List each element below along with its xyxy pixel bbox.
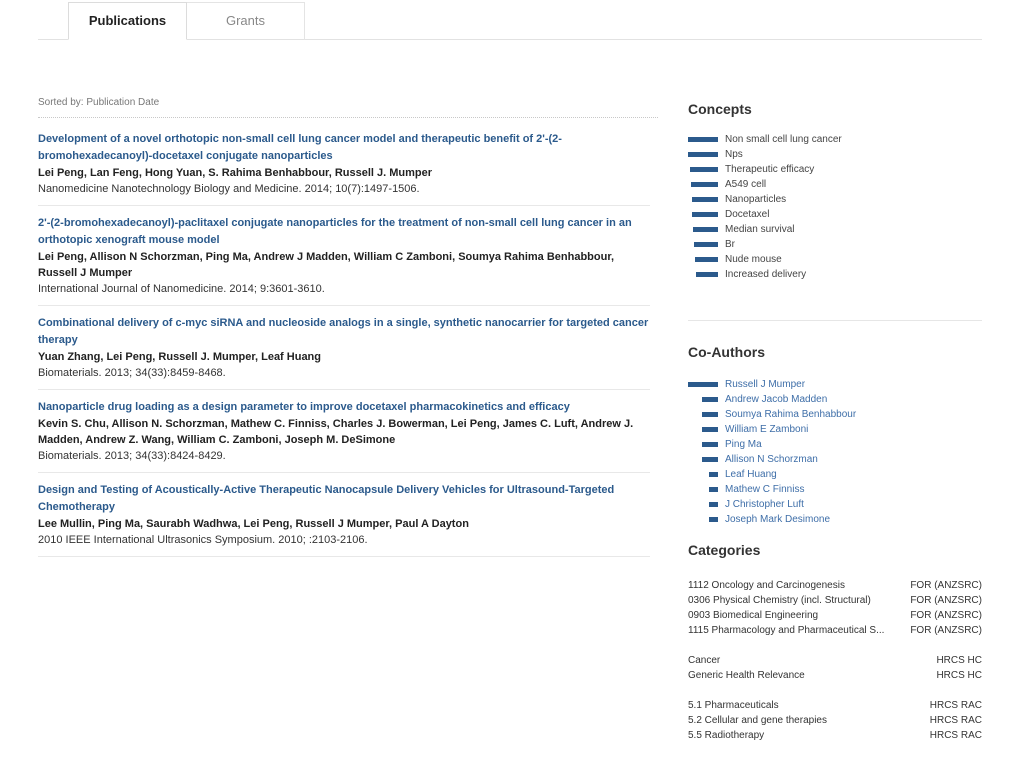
publication-journal: Biomaterials. 2013; 34(33):8459-8468. (38, 367, 226, 379)
coauthor-item[interactable] (688, 497, 982, 512)
coauthor-item[interactable] (688, 422, 982, 437)
coauthor-name-link[interactable]: Joseph Mark Desimone (725, 514, 831, 525)
category-row[interactable] (688, 593, 982, 608)
coauthor-item[interactable] (688, 467, 982, 482)
category-type: HRCS RAC (929, 700, 982, 711)
concept-label[interactable]: Increased delivery (725, 269, 807, 280)
category-name: 5.2 Cellular and gene therapies (688, 715, 827, 726)
concept-label[interactable]: Nps (725, 149, 743, 160)
publication-journal: 2010 IEEE International Ultrasonics Symposium. 2010; :2103-2106. (38, 534, 368, 546)
coauthors-heading: Co-Authors (688, 344, 765, 360)
weight-bar (702, 427, 718, 432)
coauthor-name-link[interactable]: Soumya Rahima Benhabbour (725, 409, 857, 420)
category-name: 1112 Oncology and Carcinogenesis (688, 580, 845, 591)
category-name: 0306 Physical Chemistry (incl. Structural) (688, 595, 871, 606)
weight-bar (702, 412, 718, 417)
category-type: FOR (ANZSRC) (910, 580, 982, 591)
category-type: FOR (ANZSRC) (910, 625, 982, 636)
category-row[interactable] (688, 608, 982, 623)
categories-section (688, 542, 982, 758)
publication-authors: Lei Peng, Allison N Schorzman, Ping Ma, Andrew J Madden, William C Zamboni, Soumya Rahima Benhabbour, Russell J Mumper (38, 251, 615, 279)
concept-item[interactable] (688, 147, 982, 162)
publication-authors: Lee Mullin, Ping Ma, Saurabh Wadhwa, Lei Peng, Russell J Mumper, Paul A Dayton (38, 518, 469, 530)
category-type: HRCS RAC (929, 715, 982, 726)
concept-item[interactable] (688, 177, 982, 192)
concept-label[interactable]: A549 cell (725, 179, 767, 190)
category-name: Generic Health Relevance (688, 670, 805, 681)
category-row[interactable] (688, 653, 982, 668)
weight-bar (693, 227, 718, 232)
category-row[interactable] (688, 698, 982, 713)
weight-bar (696, 272, 718, 277)
publication-journal: International Journal of Nanomedicine. 2014; 9:3601-3610. (38, 283, 325, 295)
category-group (688, 653, 982, 683)
concept-label[interactable]: Nanoparticles (725, 194, 787, 205)
category-name: 0903 Biomedical Engineering (688, 610, 819, 621)
coauthor-name-link[interactable]: Mathew C Finniss (725, 484, 805, 495)
concept-label[interactable]: Docetaxel (725, 209, 770, 220)
publication-title-link[interactable]: Combinational delivery of c-myc siRNA and nucleoside analogs in a single, synthetic nanocarrier for targeted cancer therapy (38, 317, 649, 346)
coauthor-item[interactable] (688, 392, 982, 407)
publication-authors: Kevin S. Chu, Allison N. Schorzman, Mathew C. Finniss, Charles J. Bowerman, Lei Peng, James C. Luft, Andrew J. Madden, Andrew Z. Wang, William C. Zamboni, Joseph M. DeSimone (38, 418, 634, 446)
coauthor-name-link[interactable]: Ping Ma (725, 439, 762, 450)
tab-grants[interactable]: Grants (187, 2, 305, 40)
weight-bar (702, 397, 718, 402)
category-type: HRCS RAC (929, 730, 982, 741)
category-row[interactable] (688, 728, 982, 743)
category-row[interactable] (688, 578, 982, 593)
concept-item[interactable] (688, 237, 982, 252)
divider (688, 320, 982, 321)
concept-item[interactable] (688, 192, 982, 207)
coauthor-name-link[interactable]: William E Zamboni (725, 424, 809, 435)
weight-bar (709, 472, 718, 477)
concepts-section (688, 101, 982, 282)
weight-bar (692, 212, 718, 217)
publication-item (38, 131, 650, 206)
category-group (688, 698, 982, 743)
coauthor-name-link[interactable]: Allison N Schorzman (725, 454, 818, 465)
publication-title-link[interactable]: 2'-(2-bromohexadecanoyl)-paclitaxel conjugate nanoparticles for the treatment of non-small cell lung cancer in an orthotopic xenograft mouse model (38, 217, 632, 246)
publication-item (38, 482, 650, 557)
concept-item[interactable] (688, 132, 982, 147)
category-type: FOR (ANZSRC) (910, 610, 982, 621)
weight-bar (691, 182, 718, 187)
coauthor-name-link[interactable]: Russell J Mumper (725, 379, 806, 390)
publication-authors: Yuan Zhang, Lei Peng, Russell J. Mumper, Leaf Huang (38, 351, 321, 363)
coauthor-item[interactable] (688, 407, 982, 422)
sort-label[interactable]: Sorted by: Publication Date (38, 97, 160, 108)
concept-item[interactable] (688, 252, 982, 267)
publication-list (38, 131, 650, 566)
category-name: 1115 Pharmacology and Pharmaceutical S... (688, 625, 885, 636)
concept-list (688, 132, 982, 282)
coauthor-name-link[interactable]: Leaf Huang (725, 469, 777, 480)
categories-heading: Categories (688, 542, 761, 558)
publication-item (38, 315, 650, 390)
category-name: 5.1 Pharmaceuticals (688, 700, 779, 711)
publication-item (38, 399, 650, 473)
concept-label[interactable]: Median survival (725, 224, 795, 235)
publication-authors: Lei Peng, Lan Feng, Hong Yuan, S. Rahima Benhabbour, Russell J. Mumper (38, 167, 433, 179)
weight-bar (695, 257, 718, 262)
tab-publications[interactable]: Publications (68, 2, 187, 40)
publication-title-link[interactable]: Development of a novel orthotopic non-small cell lung cancer model and therapeutic benefit of 2'-(2-bromohexadecanoyl)-docetaxel conjugate nanoparticles (38, 133, 562, 162)
coauthor-name-link[interactable]: J Christopher Luft (725, 499, 804, 510)
category-type: FOR (ANZSRC) (910, 595, 982, 606)
concept-label[interactable]: Nude mouse (725, 254, 782, 265)
coauthor-item[interactable] (688, 377, 982, 392)
weight-bar (688, 137, 718, 142)
divider (38, 117, 658, 118)
concept-item[interactable] (688, 222, 982, 237)
category-row[interactable] (688, 713, 982, 728)
weight-bar (688, 152, 718, 157)
coauthor-item[interactable] (688, 482, 982, 497)
concept-item[interactable] (688, 267, 982, 282)
weight-bar (709, 487, 718, 492)
category-row[interactable] (688, 668, 982, 683)
weight-bar (690, 167, 718, 172)
category-row[interactable] (688, 623, 982, 638)
tab-bar (38, 0, 982, 40)
publication-title-link[interactable]: Nanoparticle drug loading as a design parameter to improve docetaxel pharmacokinetics and efficacy (38, 401, 570, 413)
coauthor-item[interactable] (688, 512, 982, 527)
coauthor-item[interactable] (688, 437, 982, 452)
category-type: HRCS HC (936, 670, 982, 681)
concept-label[interactable]: Br (725, 239, 735, 250)
category-type: HRCS HC (936, 655, 982, 666)
coauthors-section (688, 344, 982, 527)
weight-bar (709, 502, 718, 507)
category-name: 5.5 Radiotherapy (688, 730, 765, 741)
concepts-heading: Concepts (688, 101, 752, 117)
publication-title-link[interactable]: Design and Testing of Acoustically-Active Therapeutic Nanocapsule Delivery Vehicles for Ultrasound-Targeted Chemotherapy (38, 484, 615, 513)
category-group (688, 578, 982, 638)
coauthor-list (688, 377, 982, 527)
category-groups (688, 578, 982, 743)
weight-bar (709, 517, 718, 522)
weight-bar (702, 442, 718, 447)
category-name: Cancer (688, 655, 721, 666)
weight-bar (694, 242, 718, 247)
concept-item[interactable] (688, 162, 982, 177)
publication-item (38, 215, 650, 306)
weight-bar (702, 457, 718, 462)
coauthor-item[interactable] (688, 452, 982, 467)
weight-bar (692, 197, 718, 202)
weight-bar (688, 382, 718, 387)
publication-journal: Nanomedicine Nanotechnology Biology and Medicine. 2014; 10(7):1497-1506. (38, 183, 420, 195)
coauthor-name-link[interactable]: Andrew Jacob Madden (725, 394, 828, 405)
concept-label[interactable]: Non small cell lung cancer (725, 134, 842, 145)
publication-journal: Biomaterials. 2013; 34(33):8424-8429. (38, 450, 226, 462)
concept-item[interactable] (688, 207, 982, 222)
concept-label[interactable]: Therapeutic efficacy (725, 164, 815, 175)
